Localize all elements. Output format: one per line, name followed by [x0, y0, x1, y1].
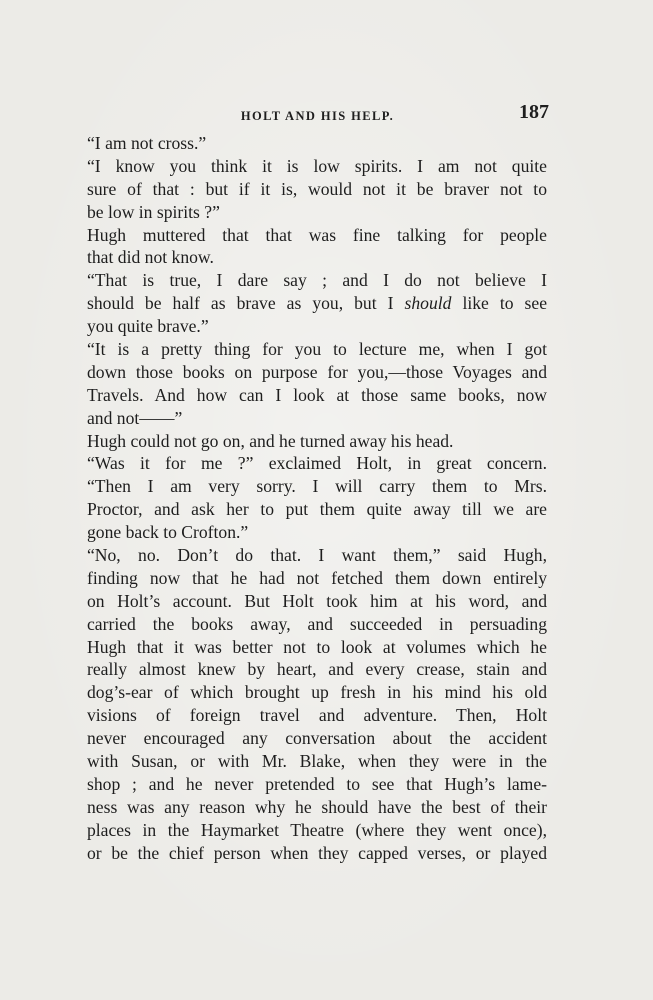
text-line: down those books on purpose for you,—those Voyages and: [87, 361, 547, 382]
text-line: “That is true, I dare say ; and I do not believe I: [87, 270, 547, 291]
text-line: Hugh that it was better not to look at volumes which he: [87, 636, 547, 657]
text-line: you quite brave.”: [87, 316, 209, 337]
text-line: that did not know.: [87, 247, 214, 268]
text-line: Proctor, and ask her to put them quite away till we are: [87, 499, 547, 520]
text-line: “It is a pretty thing for you to lecture me, when I got: [87, 339, 547, 360]
text-line: be low in spirits ?”: [87, 201, 220, 222]
emphasis-text: should: [404, 293, 452, 314]
text-line: Travels. And how can I look at those same books, now: [87, 384, 547, 405]
text-line: gone back to Crofton.”: [87, 522, 249, 543]
text-line: never encouraged any conversation about the accident: [87, 728, 547, 749]
text-line: Hugh muttered that that was fine talking for people: [87, 224, 547, 245]
text-line: should be half as brave as you, but I should like to see: [87, 293, 547, 314]
text-line: and not——”: [87, 407, 183, 428]
text-line: “Was it for me ?” exclaimed Holt, in great concern.: [87, 453, 547, 474]
text-line: on Holt’s account. But Holt took him at his word, and: [87, 590, 547, 611]
text-line: visions of foreign travel and adventure. Then, Holt: [87, 705, 547, 726]
text-line: Hugh could not go on, and he turned away his head.: [87, 430, 454, 451]
body-text: [87, 132, 547, 865]
text-line: “I am not cross.”: [87, 133, 207, 153]
page-number: 187: [519, 101, 549, 123]
text-line: “No, no. Don’t do that. I want them,” said Hugh,: [87, 545, 547, 566]
running-head: HOLT AND HIS HELP.: [240, 109, 395, 123]
text-line: carried the books away, and succeeded in persuading: [87, 613, 547, 634]
text-line: finding now that he had not fetched them down entirely: [87, 567, 547, 588]
text-line: “Then I am very sorry. I will carry them to Mrs.: [87, 476, 547, 497]
text-line: or be the chief person when they capped verses, or played: [87, 842, 547, 863]
page-header: [86, 101, 549, 131]
text-line: “I know you think it is low spirits. I am not quite: [87, 155, 547, 176]
text-line: ness was any reason why he should have the best of their: [87, 796, 547, 817]
text-line: really almost knew by heart, and every crease, stain and: [87, 659, 547, 680]
text-line: sure of that : but if it is, would not it be braver not to: [87, 178, 547, 199]
text-line: dog’s-ear of which brought up fresh in his mind his old: [87, 682, 547, 703]
text-line: places in the Haymarket Theatre (where they went once),: [87, 819, 547, 840]
text-line: with Susan, or with Mr. Blake, when they were in the: [87, 751, 547, 772]
text-line: shop ; and he never pretended to see that Hugh’s lame-: [87, 773, 547, 794]
